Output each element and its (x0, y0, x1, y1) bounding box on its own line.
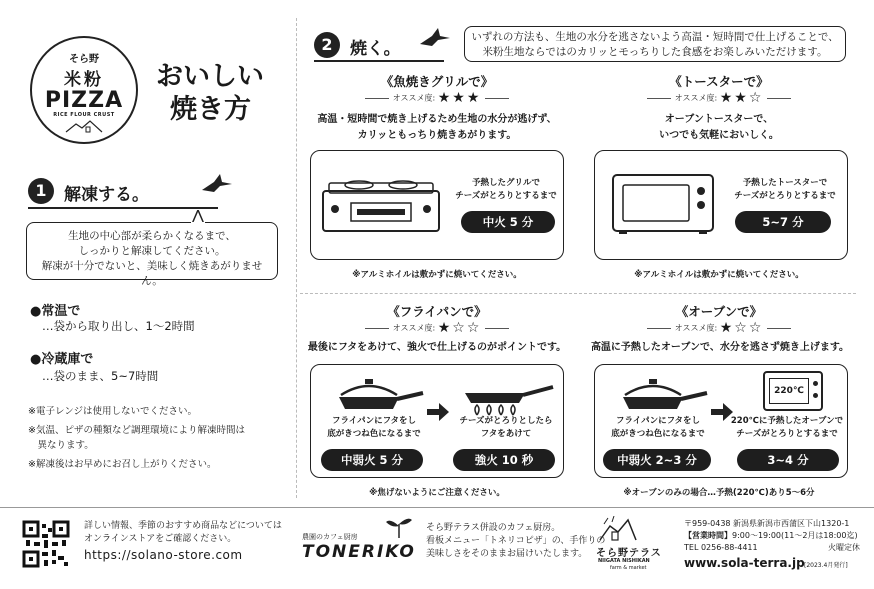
room-temp-text: …袋から取り出し、1～2時間 (42, 319, 195, 333)
logo-line3: PIZZA (44, 88, 124, 113)
oven-display: 220℃ (769, 378, 809, 404)
section1-underline (28, 207, 218, 209)
terra-sub: NIIGATA NISHIKAN (598, 558, 650, 564)
oven-desc: 高温に予熱したオーブンで、水分を逃さず焼き上げます。 (590, 342, 850, 353)
toaster-box: 予熱したトースターで チーズがとろりとするまで 5~7 分 (594, 150, 848, 260)
house-icon (64, 119, 104, 133)
grill-note: ※アルミホイルは敷かずに焼いてください。 (352, 270, 522, 280)
oven-rating: オススメ度: ★☆☆ (584, 320, 854, 336)
star-rating: ★☆☆ (719, 320, 764, 336)
logo-line1: そら野 (69, 54, 99, 65)
toaster-rating: オススメ度: ★★☆ (584, 90, 854, 106)
star-rating: ★★★ (437, 90, 482, 106)
oven-step2-time: 3~4 分 (737, 449, 839, 471)
cafe-logo: TONERIKO (302, 542, 416, 562)
section1-title: 解凍する。 (64, 185, 149, 205)
frying-pan-lid-icon (619, 373, 709, 413)
middle-divider (300, 293, 856, 294)
cafe-tagline: 農園のカフェ厨房 (302, 533, 358, 541)
oven-icon (763, 371, 823, 411)
contact-info: 〒959-0438 新潟県新潟市西蒲区下山1320-1 【営業時間】9:00～19:00(11～2月は18:00迄) TEL 0256-88-4411 火曜定休 (684, 519, 860, 552)
sprout-icon (384, 516, 414, 538)
star-rating: ★★☆ (719, 90, 764, 106)
section2-underline (314, 60, 444, 62)
section2-number: 2 (314, 32, 340, 58)
logo-line4: RICE FLOUR CRUST (53, 112, 115, 118)
oven-title: 《オーブンで》 (675, 304, 763, 319)
terra-sub2: farm & market (610, 565, 647, 571)
pan-box: フライパンにフタをし 底がきつね色になるまで チーズがとろりとしたら フタをあけて 中弱火 5 分 強火 10 秒 (310, 364, 564, 478)
grill-icon (321, 177, 441, 233)
toaster-title: 《トースターで》 (669, 74, 769, 89)
barn-icon (598, 516, 638, 542)
toaster-icon (611, 173, 715, 235)
fridge-label: ●冷蔵庫で (30, 352, 94, 367)
section1-number: 1 (28, 178, 54, 204)
star-rating: ★☆☆ (437, 320, 482, 336)
toaster-desc: オーブントースターで、 いつでも気軽においしく。 (659, 114, 779, 141)
oven-box: 220℃ フライパンにフタをし 底がきつね色になるまで 220℃に予熱したオーブンで チーズがとろりとするまで 中弱火 2~3 分 3~4 分 (594, 364, 848, 478)
terra-logo: そら野テラス (596, 548, 662, 559)
toaster-note: ※アルミホイルは敷かずに焼いてください。 (634, 270, 804, 280)
issue-date: [2023.4月発行] (804, 562, 848, 569)
grill-box: 予熱したグリルで チーズがとろりとするまで 中火 5 分 (310, 150, 564, 260)
pan-step1-time: 中弱火 5 分 (321, 449, 423, 471)
bird-icon (418, 26, 452, 48)
room-temp-label: ●常温で (30, 304, 81, 319)
fridge-text: …袋のまま、5~7時間 (42, 369, 159, 383)
bubble-tail (190, 210, 206, 224)
toaster-time: 5~7 分 (735, 211, 831, 233)
frying-pan-fire-icon (457, 373, 557, 417)
terra-link[interactable]: www.sola-terra.jp (684, 556, 805, 570)
pan-step2-time: 強火 10 秒 (453, 449, 555, 471)
grill-title: 《魚焼きグリルで》 (380, 74, 494, 89)
pan-rating: オススメ度: ★☆☆ (302, 320, 572, 336)
section1-bubble: 生地の中心部が柔らかくなるまで、 しっかりと解凍してください。 解凍が十分でないと、美味しく焼きあがりません。 (26, 222, 278, 280)
grill-rating: オススメ度: ★★★ (302, 90, 572, 106)
grill-time: 中火 5 分 (461, 211, 555, 233)
pan-title: 《フライパンで》 (387, 304, 487, 319)
store-link[interactable]: https://solano-store.com (84, 548, 243, 562)
frying-pan-lid-icon (335, 373, 425, 413)
oven-step1-time: 中弱火 2~3 分 (603, 449, 711, 471)
qr-code-icon[interactable] (22, 520, 70, 568)
footer-divider (0, 507, 874, 508)
section2-title: 焼く。 (350, 39, 401, 59)
section2-bubble: いずれの方法も、生地の水分を逃さないよう高温・短時間で仕上げることで、 米粉生地ならではのカリッとモっちりした食感をお楽しみいただけます。 (464, 26, 846, 62)
center-divider (296, 18, 297, 498)
grill-desc: 高温・短時間で焼き上げるため生地の水分が逃げず、 カリッともっちり焼きあがります。 (317, 114, 557, 141)
pan-desc: 最後にフタをあけて、強火で仕上げるのがポイントです。 (307, 342, 567, 353)
bird-icon (200, 172, 234, 194)
pan-note: ※焦げないようにご注意ください。 (369, 488, 505, 498)
oven-note: ※オーブンのみの場合…予熱(220℃)あり5～6分 (623, 488, 815, 498)
brand-logo (30, 36, 138, 144)
section1-notes: ※電子レンジは使用しないでください。 ※気温、ピザの種類など調理環境により解凍時間は 異なります。 ※解凍後はお早めにお召し上がりください。 (28, 406, 245, 470)
logo-line2: 米粉 (64, 70, 104, 90)
store-info: 詳しい情報、季節のおすすめ商品などについては オンラインストアをご確認ください。 (84, 521, 282, 544)
page-title: おいしい 焼き方 (156, 61, 264, 125)
cafe-description: そら野テラス併設のカフェ厨房。 看板メニュー「トネリコピザ」の、手作りの 美味しさをそのままお届けいたします。 (426, 523, 606, 559)
